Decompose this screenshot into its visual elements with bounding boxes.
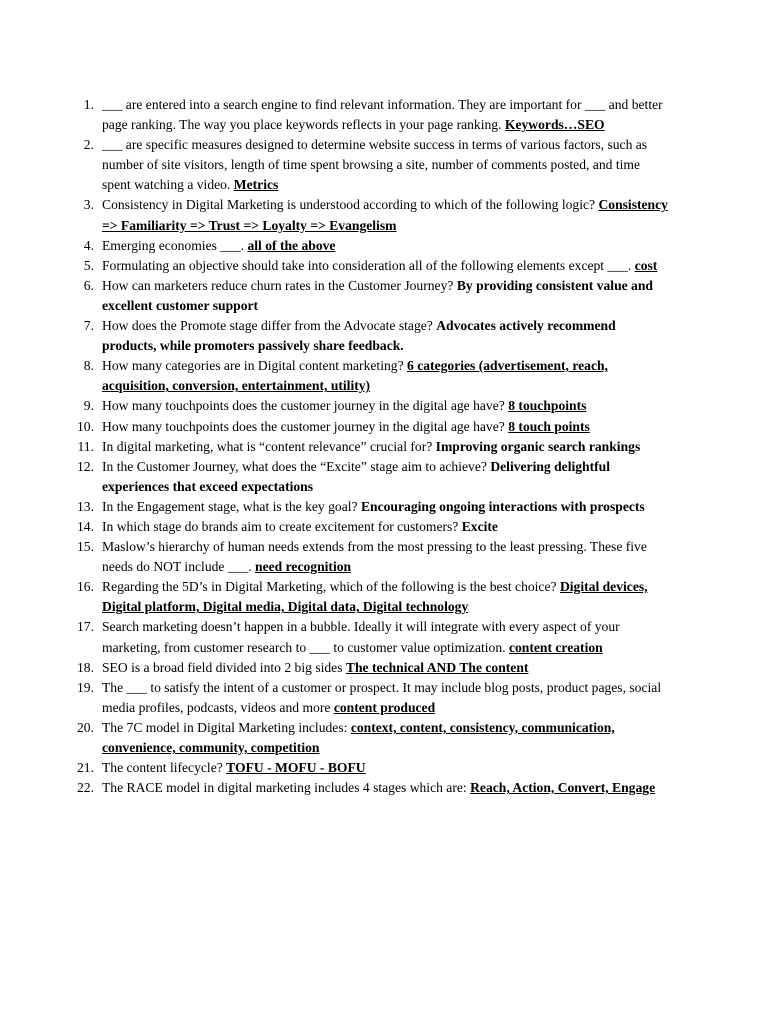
list-item: [72, 617, 668, 657]
list-item: [72, 316, 668, 356]
question-text: How many categories are in Digital content marketing?: [102, 358, 404, 374]
item-number: 22.: [77, 780, 94, 796]
item-number: 20.: [77, 719, 94, 735]
item-number: 12.: [77, 458, 94, 474]
list-item: [72, 778, 668, 798]
list-item: [72, 758, 668, 778]
list-item: [72, 457, 668, 497]
answer-text: Advocates actively recommend products, while promoters passively share feedback.: [102, 318, 616, 354]
answer-text: 8 touch points: [508, 418, 590, 434]
answer-text: Delivering delightful experiences that exceed expectations: [102, 458, 611, 494]
item-number: 3.: [83, 197, 94, 213]
list-item: [72, 537, 668, 577]
answer-text: cost: [634, 257, 658, 273]
answer-text: 8 touchpoints: [508, 398, 587, 414]
list-item: [72, 135, 668, 195]
list-item: [72, 497, 668, 517]
question-text: How can marketers reduce churn rates in the Customer Journey?: [102, 277, 454, 293]
item-number: 4.: [83, 237, 94, 253]
question-text: ___ are specific measures designed to determine website success in terms of various factors, such as number of site visitors, length of time spent browsing a site, number of comments posted, and time spent watching a video.: [102, 137, 648, 193]
item-number: 7.: [83, 318, 94, 334]
question-text: Regarding the 5D’s in Digital Marketing, which of the following is the best choice?: [102, 579, 557, 595]
item-number: 9.: [83, 398, 94, 414]
list-item: [72, 658, 668, 678]
item-number: 18.: [77, 659, 94, 675]
list-item: [72, 95, 668, 135]
question-list: [72, 95, 668, 798]
answer-text: need recognition: [255, 559, 352, 575]
answer-text: Keywords…SEO: [504, 117, 605, 133]
list-item: [72, 437, 668, 457]
item-number: 16.: [77, 579, 94, 595]
question-text: The ___ to satisfy the intent of a customer or prospect. It may include blog posts, product pages, social media profiles, podcasts, videos and more: [102, 679, 662, 715]
question-text: Consistency in Digital Marketing is understood according to which of the following logic?: [102, 197, 596, 213]
question-text: In which stage do brands aim to create excitement for customers?: [102, 518, 459, 534]
answer-text: Encouraging ongoing interactions with prospects: [360, 498, 645, 514]
answer-text: Excite: [461, 518, 498, 534]
item-number: 15.: [77, 539, 94, 555]
list-item: [72, 276, 668, 316]
item-number: 10.: [77, 418, 94, 434]
question-text: The content lifecycle?: [102, 760, 223, 776]
question-text: SEO is a broad field divided into 2 big sides: [102, 659, 343, 675]
list-item: [72, 678, 668, 718]
question-text: Maslow’s hierarchy of human needs extends from the most pressing to the least pressing. These five needs do NOT include ___.: [102, 539, 647, 575]
item-number: 19.: [77, 679, 94, 695]
item-number: 1.: [83, 97, 94, 112]
item-number: 8.: [83, 358, 94, 374]
list-item: [72, 417, 668, 437]
item-number: 13.: [77, 498, 94, 514]
question-text: The 7C model in Digital Marketing includes:: [102, 719, 348, 735]
item-number: 11.: [77, 438, 94, 454]
answer-text: Digital devices, Digital platform, Digital media, Digital data, Digital technology: [102, 579, 648, 615]
item-number: 21.: [77, 760, 94, 776]
list-item: [72, 356, 668, 396]
question-text: How many touchpoints does the customer journey in the digital age have?: [102, 398, 505, 414]
answer-text: By providing consistent value and excellent customer support: [102, 277, 653, 313]
item-number: 5.: [83, 257, 94, 273]
list-item: [72, 577, 668, 617]
question-text: Emerging economies ___.: [102, 237, 245, 253]
question-text: ___ are entered into a search engine to find relevant information. They are important for ___ and better page ranking. The way you place keywords reflects in your page ranking.: [102, 97, 663, 133]
question-text: The RACE model in digital marketing includes 4 stages which are:: [102, 780, 467, 796]
list-item: [72, 396, 668, 416]
item-number: 14.: [77, 518, 94, 534]
answer-text: Reach, Action, Convert, Engage: [470, 780, 656, 796]
answer-text: all of the above: [247, 237, 336, 253]
answer-text: The technical AND The content: [345, 659, 529, 675]
item-number: 2.: [83, 137, 94, 153]
question-text: How many touchpoints does the customer journey in the digital age have?: [102, 418, 505, 434]
question-text: In digital marketing, what is “content relevance” crucial for?: [102, 438, 433, 454]
answer-text: Metrics: [233, 177, 279, 193]
question-text: In the Engagement stage, what is the key goal?: [102, 498, 358, 514]
answer-text: 6 categories (advertisement, reach, acquisition, conversion, entertainment, utility): [102, 358, 608, 394]
list-item: [72, 718, 668, 758]
item-number: 6.: [83, 277, 94, 293]
answer-text: Improving organic search rankings: [435, 438, 641, 454]
list-item: [72, 236, 668, 256]
answer-text: content creation: [508, 639, 603, 655]
list-item: [72, 517, 668, 537]
list-item: [72, 195, 668, 235]
question-text: Search marketing doesn’t happen in a bubble. Ideally it will integrate with every aspect of your marketing, from customer research to ___ to customer value optimization.: [102, 619, 620, 655]
question-text: In the Customer Journey, what does the “Excite” stage aim to achieve?: [102, 458, 487, 474]
answer-text: Consistency => Familiarity => Trust => Loyalty => Evangelism: [102, 197, 668, 233]
answer-text: TOFU - MOFU - BOFU: [226, 760, 366, 776]
question-text: Formulating an objective should take into consideration all of the following elements except ___.: [102, 257, 632, 273]
item-number: 17.: [77, 619, 94, 635]
answer-text: content produced: [333, 699, 436, 715]
answer-text: context, content, consistency, communication, convenience, community, competition: [102, 719, 615, 755]
list-item: [72, 256, 668, 276]
question-text: How does the Promote stage differ from the Advocate stage?: [102, 318, 433, 334]
